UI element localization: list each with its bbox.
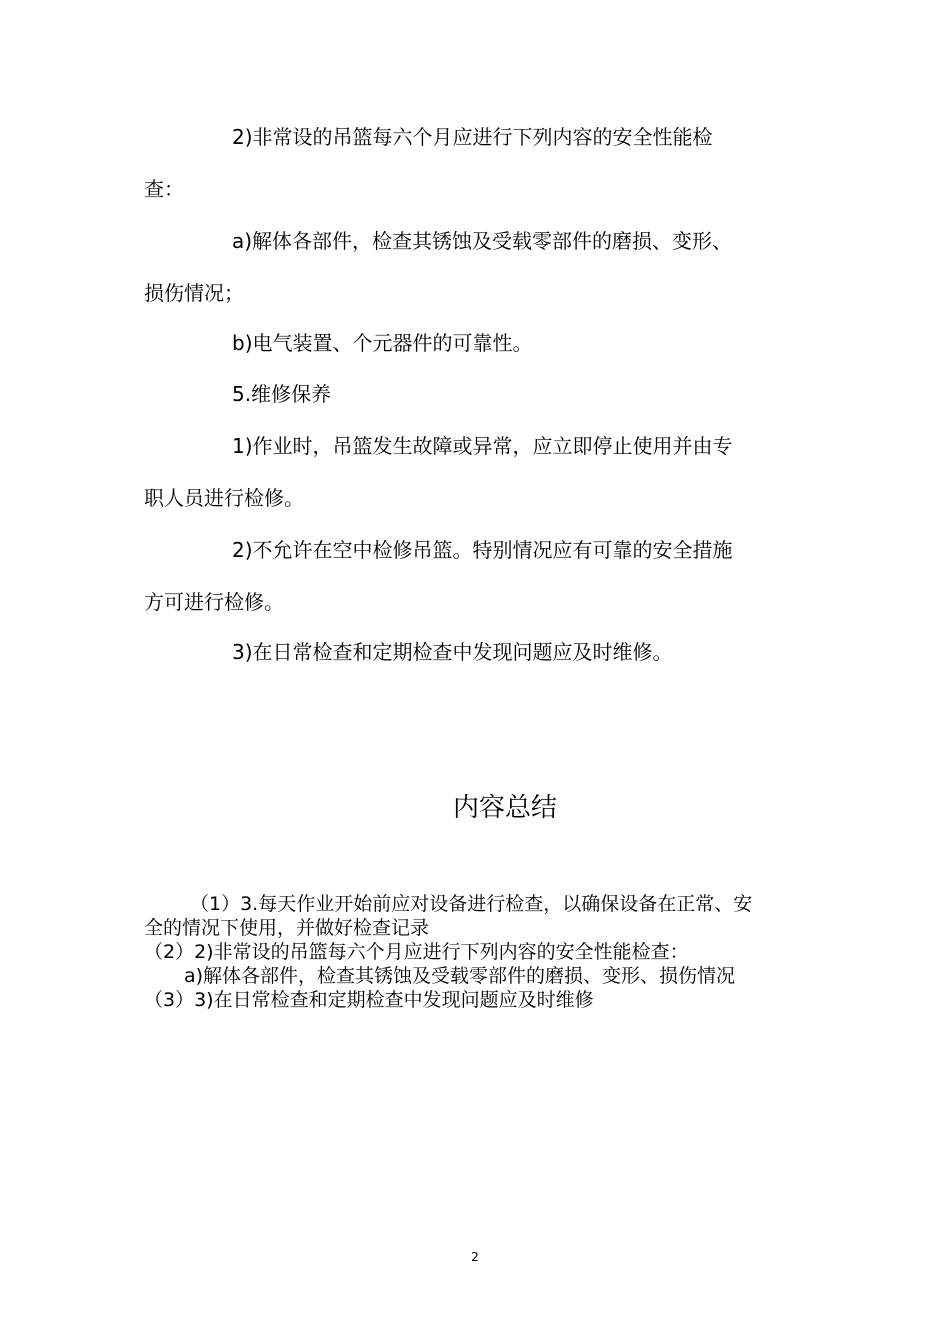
body-line: 查： — [144, 177, 184, 201]
body-line: 3)在日常检查和定期检查中发现问题应及时维修。 — [232, 640, 673, 664]
summary-title: 内容总结 — [452, 793, 557, 823]
body-line: 1)作业时，吊篮发生故障或异常，应立即停止使用并由专 — [232, 434, 733, 458]
body-line: a)解体各部件，检查其锈蚀及受载零部件的磨损、变形、 — [232, 229, 733, 253]
body-line: 职人员进行检修。 — [144, 486, 304, 510]
body-line: 方可进行检修。 — [144, 590, 284, 614]
summary-line: （2）2)非常设的吊篮每六个月应进行下列内容的安全性能检查： — [144, 941, 689, 963]
summary-line: 全的情况下使用，并做好检查记录 — [144, 917, 430, 939]
summary-line: （3）3)在日常检查和定期检查中发现问题应及时维修 — [144, 989, 594, 1011]
summary-line: （1）3.每天作业开始前应对设备进行检查，以确保设备在正常、安 — [190, 893, 753, 915]
summary-line: a)解体各部件，检查其锈蚀及受载零部件的磨损、变形、损伤情况 — [184, 965, 736, 987]
body-line: 损伤情况； — [144, 281, 244, 305]
body-line: b)电气装置、个元器件的可靠性。 — [232, 331, 533, 355]
page-number: 2 — [471, 1250, 479, 1264]
body-line: 2)非常设的吊篮每六个月应进行下列内容的安全性能检 — [232, 125, 713, 149]
section-heading: 5.维修保养 — [232, 382, 332, 406]
body-line: 2)不允许在空中检修吊篮。特别情况应有可靠的安全措施 — [232, 538, 733, 562]
